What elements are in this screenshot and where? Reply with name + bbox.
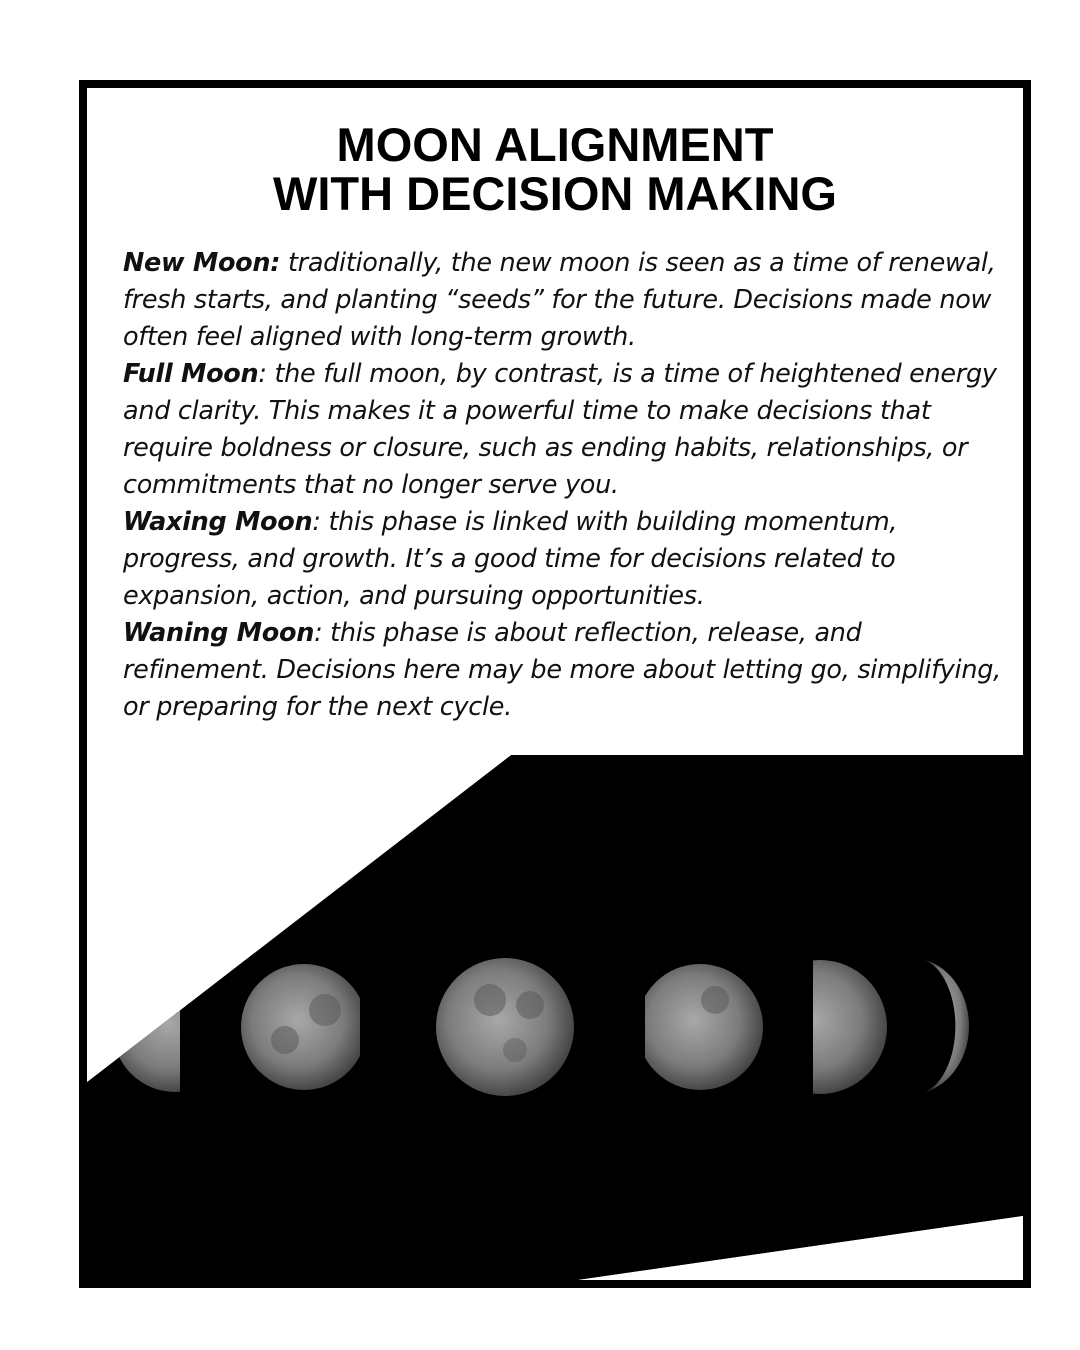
moon-full: [436, 958, 574, 1096]
term-waxing-moon: Waxing Moon: [123, 507, 313, 537]
title-line-2: WITH DECISION MAKING: [273, 167, 837, 220]
description-waning-moon: : this phase is about reflection, release, and refinement. Decisions here may be more about letting go, simplifying, or preparing for the next cycle.: [123, 618, 1001, 722]
title-line-1: MOON ALIGNMENT: [336, 118, 774, 171]
term-full-moon: Full Moon: [123, 359, 259, 389]
description-waxing-moon: : this phase is linked with building momentum, progress, and growth. It’s a good time for decisions related to expansion, action, and pursuing opportunities.: [123, 507, 898, 611]
term-new-moon: New Moon:: [123, 248, 281, 278]
description-new-moon: traditionally, the new moon is seen as a time of renewal, fresh starts, and planting “seeds” for the future. Decisions made now often feel aligned with long-term growth.: [123, 248, 996, 352]
term-waning-moon: Waning Moon: [123, 618, 315, 648]
description-full-moon: : the full moon, by contrast, is a time of heightened energy and clarity. This makes it a powerful time to make decisions that require boldness or closure, such as ending habits, relationships, or commitments that no longer serve you.: [123, 359, 997, 500]
moon-waxing-gibbous: [637, 964, 763, 1090]
moon-waning-gibbous: [241, 964, 367, 1090]
